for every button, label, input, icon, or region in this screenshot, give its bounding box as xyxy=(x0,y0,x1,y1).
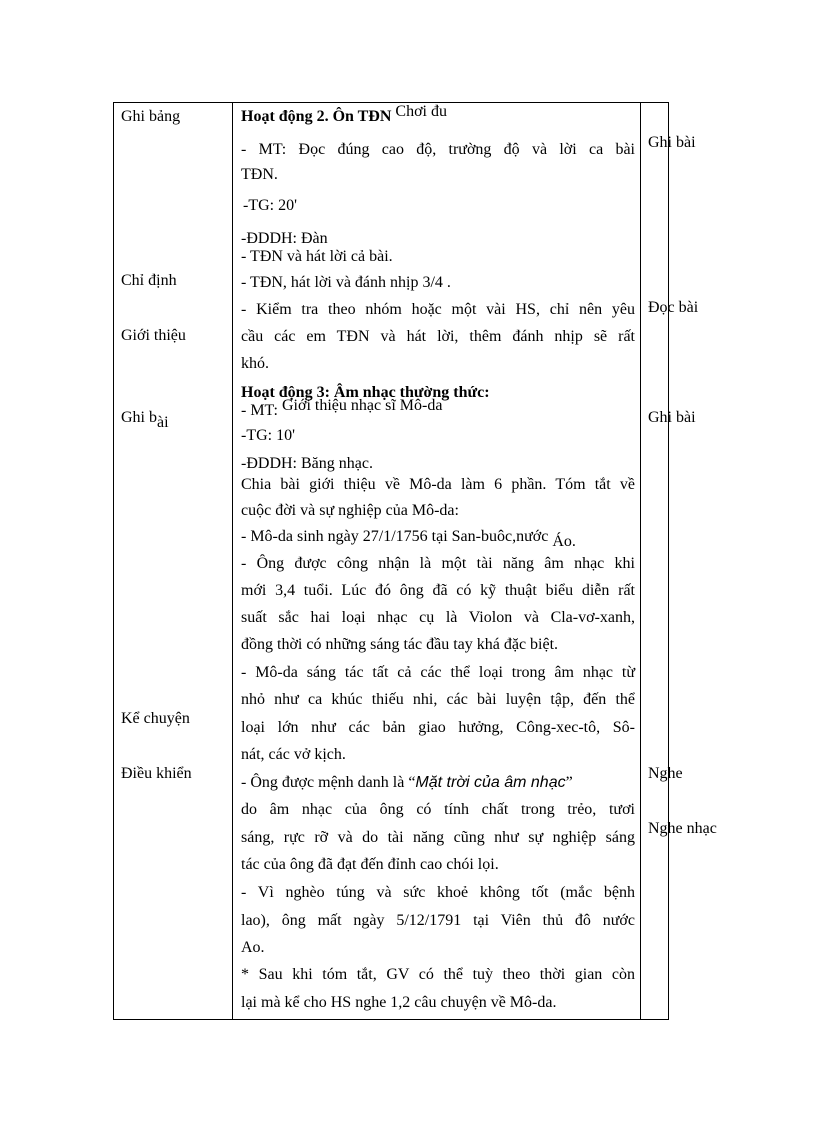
activity3-p4-line3: sáng, rực rỡ và do tài năng cũng như sự nghiệp sáng xyxy=(241,829,635,846)
activity3-dddh: -ĐDDH: Băng nhạc. xyxy=(241,455,373,472)
activity3-p5-line2: lao), ông mất ngày 5/12/1791 tại Viên thủ đô nước xyxy=(241,912,635,929)
activity3-p4-line1 xyxy=(241,773,573,793)
activity3-heading: Hoạt động 3: Âm nhạc thường thức: xyxy=(241,384,490,401)
activity2-mt-line1: - MT: Đọc đúng cao độ, trường độ và lời ca bài xyxy=(241,141,635,158)
activity2-item3-line2: cầu các em TĐN và hát lời, thêm đánh nhịp sẽ rất xyxy=(241,328,635,345)
activity3-intro-line2: cuộc đời và sự nghiệp của Mô-da: xyxy=(241,502,459,519)
lesson-plan-table xyxy=(113,102,717,1020)
activity3-p1-text: - Mô-da sinh ngày 27/1/1756 tại San-buôc,nước xyxy=(241,528,549,545)
activity3-mt-text: Giới thiệu nhạc sĩ Mô-da xyxy=(281,397,443,414)
student-ghi-bai-2: Ghi bài xyxy=(648,409,696,426)
activity3-note-line2: lại mà kể cho HS nghe 1,2 câu chuyện về Mô-da. xyxy=(241,994,557,1011)
activity3-p2-line1: - Ông được công nhận là một tài năng âm nhạc khi xyxy=(241,555,635,572)
activity2-item3-line1: - Kiểm tra theo nhóm hoặc một vài HS, chỉ nên yêu xyxy=(241,301,635,318)
activity3-p2-line2: mới 3,4 tuổi. Lúc đó ông đã có kỹ thuật biểu diễn rất xyxy=(241,582,635,599)
method-ke-chuyen: Kể chuyện xyxy=(121,710,190,727)
activity3-p4-prefix: - Ông được mệnh danh là “ xyxy=(241,774,416,791)
activity3-p2-line3: suất sắc hai loại nhạc cụ là Violon và Cla-vơ-xanh, xyxy=(241,609,635,626)
activity3-mt xyxy=(241,397,443,421)
activity3-p4-line4: tác của ông đã đạt đến đỉnh cao chói lọi. xyxy=(241,856,499,873)
method-ghi-bang: Ghi bảng xyxy=(121,108,181,125)
method-chi-dinh: Chỉ định xyxy=(121,272,177,289)
activity2-heading-suffix: Chơi đu xyxy=(395,103,447,120)
student-doc-bai: Đọc bài xyxy=(648,299,699,316)
activity3-p4-line2: do âm nhạc của ông có tính chất trong trẻo, tươi xyxy=(241,801,635,818)
activity3-p4-title: Mặt trời của âm nhạc xyxy=(415,774,566,791)
activity2-heading-text: Hoạt động 2. Ôn TĐN xyxy=(241,108,392,125)
content-column xyxy=(232,103,640,1019)
activity3-p2-line4: đồng thời có những sáng tác đầu tay khá đặc biệt. xyxy=(241,636,559,653)
method-column xyxy=(114,103,232,1019)
method-gioi-thieu: Giới thiệu xyxy=(121,327,186,344)
activity3-p3-line2: nhỏ như ca khúc thiếu nhi, các bài luyện tập, đến thể xyxy=(241,691,635,708)
activity3-p3-line4: nát, các vở kịch. xyxy=(241,746,346,763)
method-dieu-khien: Điều khiển xyxy=(121,765,192,782)
method-ghi-bai xyxy=(121,408,169,431)
activity2-item2: - TĐN, hát lời và đánh nhịp 3/4 . xyxy=(241,274,451,291)
activity2-item1: - TĐN và hát lời cả bài. xyxy=(241,248,393,265)
student-nghe: Nghe xyxy=(648,765,683,782)
activity3-intro-line1: Chia bài giới thiệu về Mô-da làm 6 phần. Tóm tắt về xyxy=(241,476,635,493)
activity2-tg: -TG: 20' xyxy=(243,197,297,214)
activity3-p1 xyxy=(241,527,576,550)
student-ghi-bai-1: Ghi bài xyxy=(648,134,696,151)
activity3-mt-prefix: - MT: xyxy=(241,402,278,419)
activity3-tg: -TG: 10' xyxy=(241,427,295,444)
activity3-p3-line3: loại lớn như các bản giao hưởng, Công-xec-tô, Sô- xyxy=(241,719,635,736)
method-ghi-bai-part1: Ghi b xyxy=(121,409,157,426)
activity3-p1-country: Áo. xyxy=(552,533,576,550)
method-ghi-bai-part2: ài xyxy=(157,414,169,431)
activity3-p3-line1: - Mô-da sáng tác tất cả các thể loại trong âm nhạc từ xyxy=(241,664,635,681)
student-nghe-nhac: Nghe nhạc xyxy=(648,820,717,837)
activity3-note-line1: * Sau khi tóm tắt, GV có thể tuỳ theo thời gian còn xyxy=(241,966,635,983)
activity3-p5-line1: - Vì nghèo túng và sức khoẻ không tốt (mắc bệnh xyxy=(241,884,635,901)
activity2-mt-line2: TĐN. xyxy=(241,166,278,183)
activity3-p4-suffix: ” xyxy=(565,774,573,791)
activity3-p5-line3: Ao. xyxy=(241,939,265,956)
activity2-heading xyxy=(241,103,447,127)
activity2-dddh: -ĐDDH: Đàn xyxy=(241,230,328,247)
student-column xyxy=(640,103,717,1019)
activity2-item3-line3: khó. xyxy=(241,355,269,372)
